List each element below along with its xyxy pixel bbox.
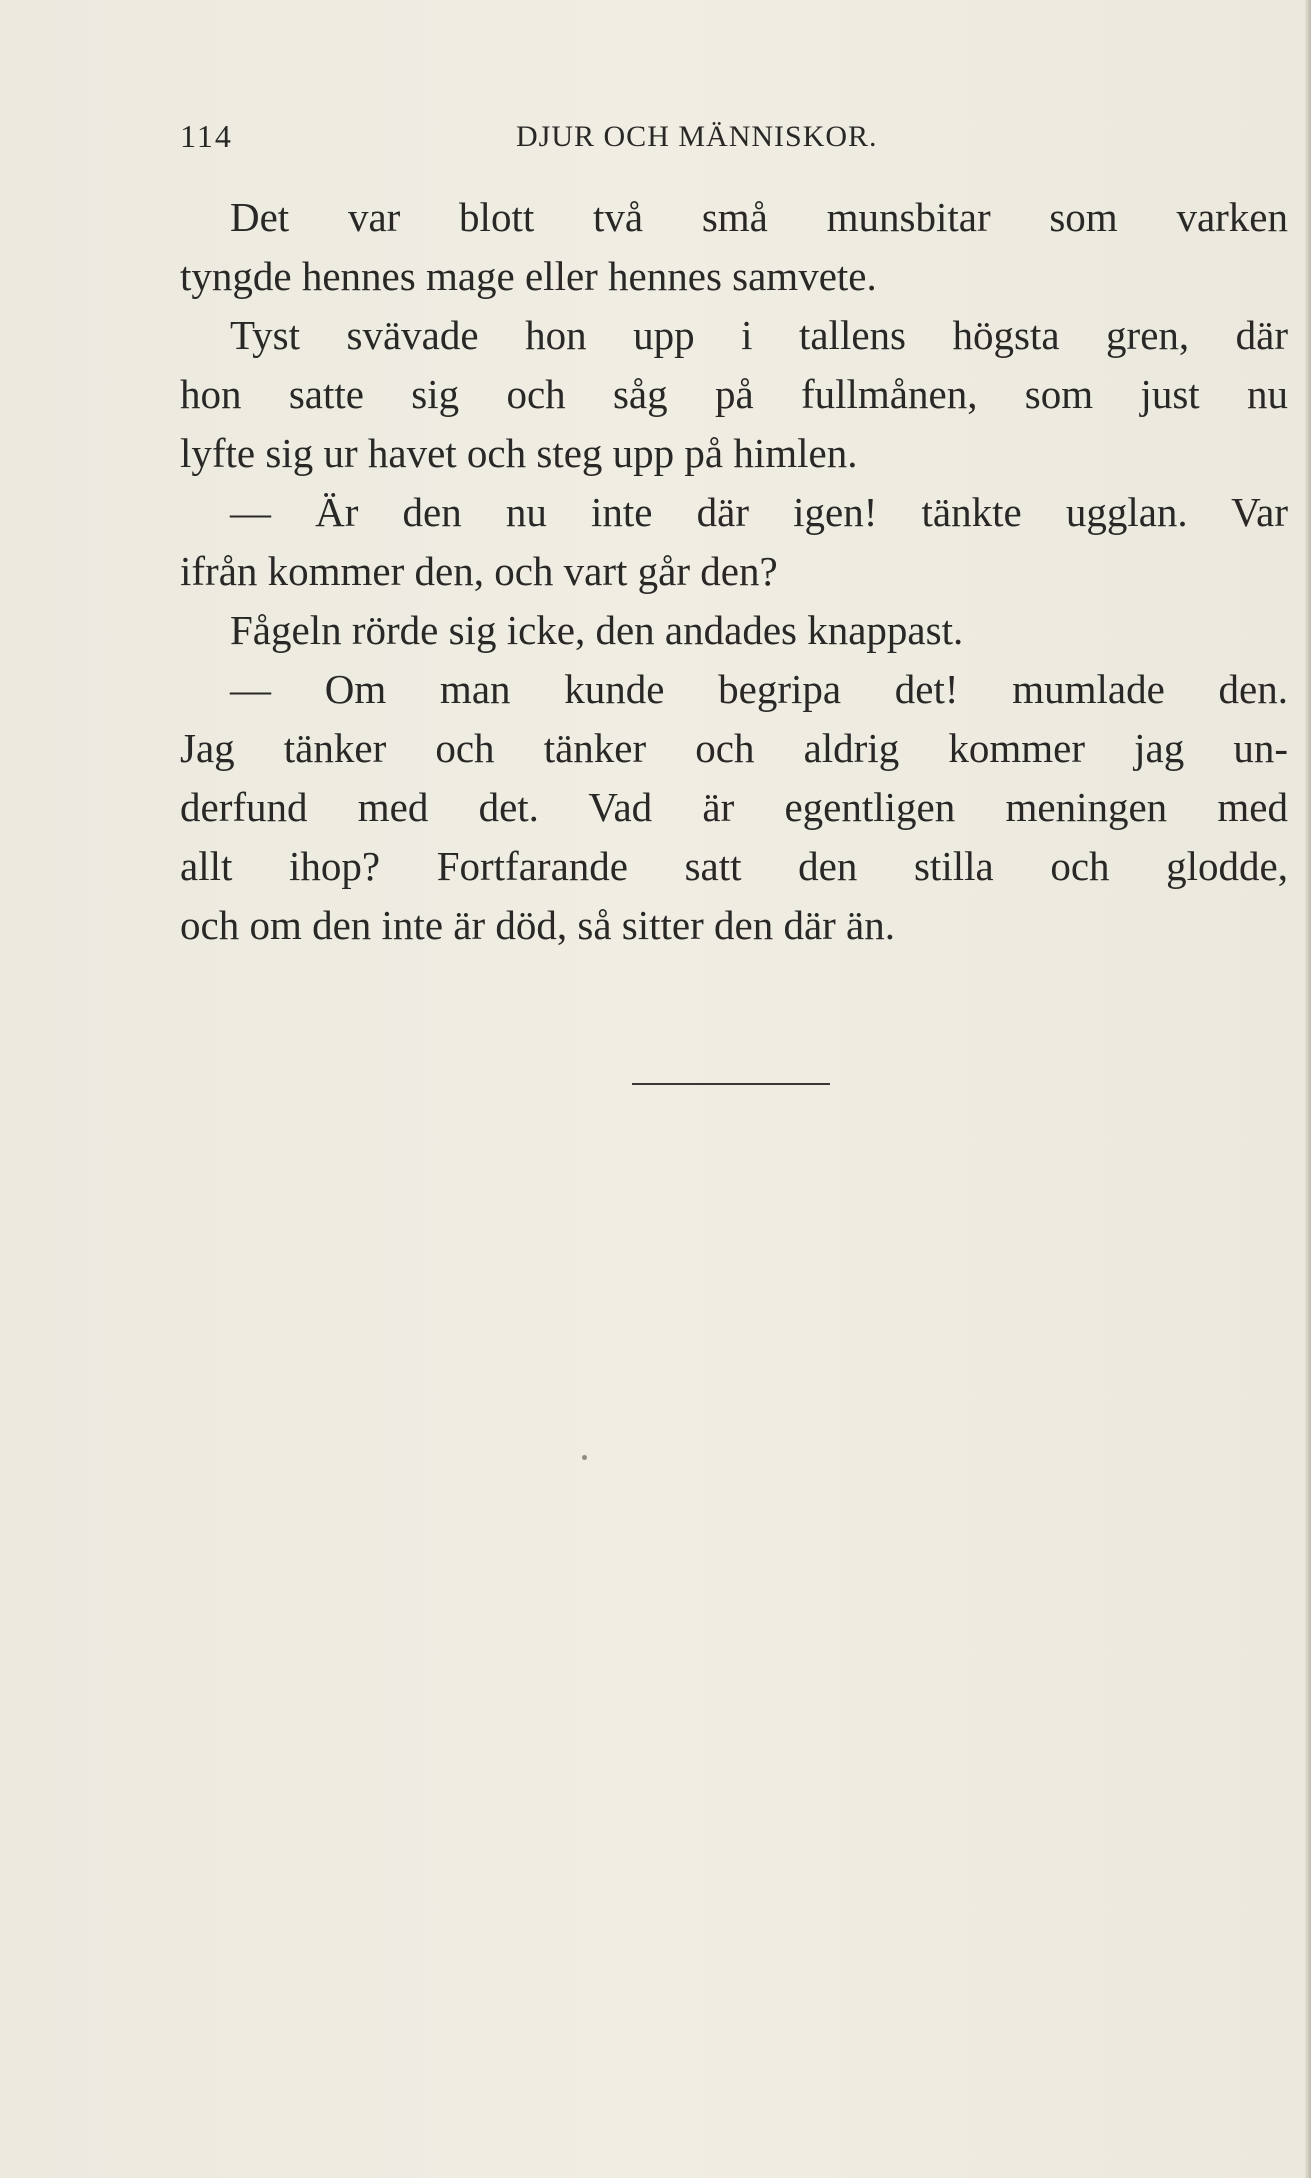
page-header xyxy=(180,118,1290,158)
text-line: Det var blott två små munsbitar som varken xyxy=(230,194,1288,240)
text-line: derfund med det. Vad är egentligen meningen med xyxy=(180,784,1288,830)
running-title: DJUR OCH MÄNNISKOR. xyxy=(516,120,878,153)
text-line: Jag tänker och tänker och aldrig kommer jag un- xyxy=(180,725,1288,771)
text-line: hon satte sig och såg på fullmånen, som just nu xyxy=(180,371,1288,417)
text-line: ifrån kommer den, och vart går den? xyxy=(180,548,778,594)
paper-speck xyxy=(582,1455,587,1460)
text-line: — Om man kunde begripa det! mumlade den. xyxy=(230,666,1288,712)
body-text xyxy=(180,188,1288,955)
page-number: 114 xyxy=(180,118,233,154)
text-line: — Är den nu inte där igen! tänkte ugglan. Var xyxy=(230,489,1288,535)
text-line: Tyst svävade hon upp i tallens högsta gren, där xyxy=(230,312,1288,358)
text-line: allt ihop? Fortfarande satt den stilla och glodde, xyxy=(180,843,1288,889)
text-line: lyfte sig ur havet och steg upp på himlen. xyxy=(180,430,858,476)
page-edge-shadow xyxy=(1305,0,1311,2178)
section-end-rule xyxy=(632,1083,830,1085)
text-line: och om den inte är död, så sitter den där än. xyxy=(180,902,895,948)
text-line: Fågeln rörde sig icke, den andades knappast. xyxy=(230,607,964,653)
text-line: tyngde hennes mage eller hennes samvete. xyxy=(180,253,877,299)
